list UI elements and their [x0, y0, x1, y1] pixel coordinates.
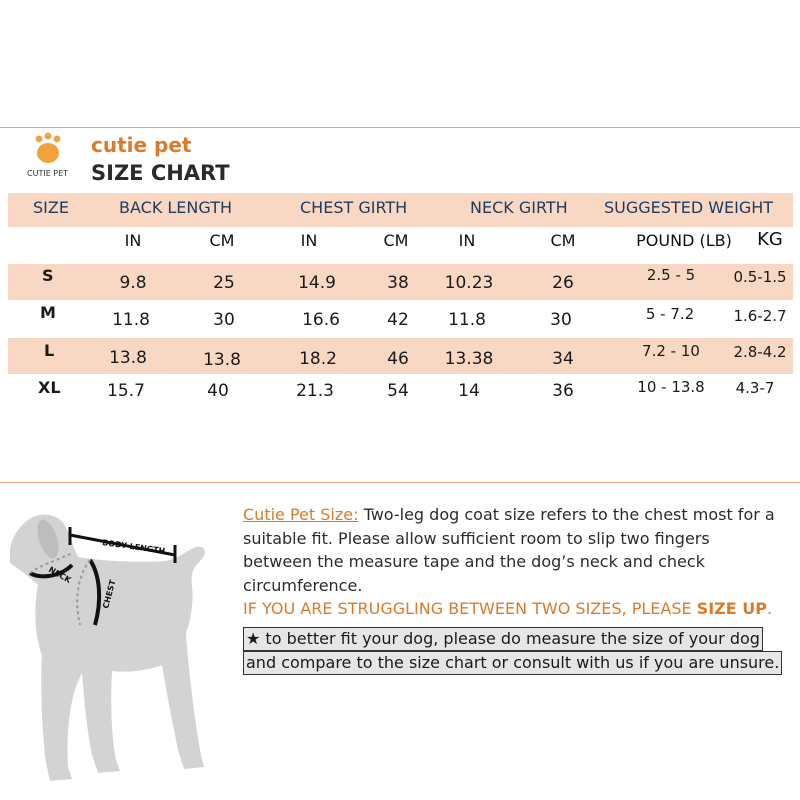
info-text: Two-leg dog coat size refers to the chest most for a suitable fit. Please allow sufficient room to slip two fingers between the measure tape and the dog’s neck and check circumference. — [243, 505, 775, 595]
table-cell: 1.6-2.7 — [733, 307, 787, 325]
header-chest-girth: CHEST GIRTH — [300, 198, 408, 217]
table-cell: 14.9 — [298, 273, 336, 293]
table-cell: 26 — [552, 273, 574, 293]
table-cell: 10 - 13.8 — [637, 378, 705, 396]
header-size: SIZE — [33, 198, 69, 217]
table-cell: 36 — [552, 381, 574, 401]
middle-divider — [0, 482, 800, 483]
table-cell: 5 - 7.2 — [645, 305, 695, 323]
table-cell: 15.7 — [107, 381, 145, 401]
unit-kg: KG — [757, 229, 783, 250]
size-info-paragraph — [243, 503, 783, 621]
diagram-label-neck: NECK — [47, 564, 73, 585]
table-cell: 10.23 — [444, 273, 494, 293]
unit-chest-in: IN — [300, 231, 318, 250]
table-cell: 40 — [207, 381, 229, 401]
table-cell: 42 — [387, 310, 409, 330]
logo-text: CUTIE PET — [27, 169, 69, 178]
unit-neck-cm: CM — [550, 231, 576, 250]
table-cell: 9.8 — [119, 273, 147, 293]
table-cell: 30 — [213, 310, 235, 330]
header-back-length: BACK LENGTH — [119, 198, 233, 217]
table-cell: 13.38 — [444, 349, 494, 369]
table-cell: 11.8 — [448, 310, 486, 330]
header-suggested-weight: SUGGESTED WEIGHT — [604, 198, 774, 217]
dog-measurement-diagram — [0, 505, 215, 800]
unit-back-in: IN — [124, 231, 142, 250]
unit-chest-cm: CM — [383, 231, 409, 250]
header-neck-girth: NECK GIRTH — [470, 198, 568, 217]
info-label: Cutie Pet Size: — [243, 505, 359, 524]
page-title: SIZE CHART — [91, 161, 230, 185]
table-cell: 38 — [387, 273, 409, 293]
size-label: XL — [38, 378, 61, 397]
paw-logo-icon — [30, 131, 66, 167]
tip-line-2: and compare to the size chart or consult with us if you are unsure. — [243, 651, 782, 675]
size-label: S — [42, 266, 54, 285]
top-divider — [0, 127, 800, 128]
size-up-emphasis: SIZE UP — [696, 599, 767, 618]
unit-back-cm: CM — [209, 231, 235, 250]
table-cell: 11.8 — [112, 310, 150, 330]
table-cell: 2.5 - 5 — [646, 266, 696, 284]
table-cell: 0.5-1.5 — [733, 268, 787, 286]
table-cell: 13.8 — [203, 350, 241, 370]
table-cell: 4.3-7 — [735, 379, 775, 397]
table-cell: 34 — [552, 349, 574, 369]
table-cell: 2.8-4.2 — [733, 343, 787, 361]
size-up-warning: IF YOU ARE STRUGGLING BETWEEN TWO SIZES, PLEASE SIZE UP. — [243, 599, 773, 618]
table-cell: 21.3 — [296, 381, 334, 401]
table-cell: 25 — [213, 273, 235, 293]
unit-pound: POUND (LB) — [636, 231, 732, 250]
unit-neck-in: IN — [458, 231, 476, 250]
table-cell: 16.6 — [302, 310, 340, 330]
diagram-label-chest: CHEST — [101, 578, 118, 610]
table-cell: 18.2 — [299, 349, 337, 369]
table-cell: 54 — [387, 381, 409, 401]
size-label: L — [44, 341, 55, 360]
table-cell: 46 — [387, 349, 409, 369]
diagram-label-body-length: BODY LENGTH — [101, 538, 166, 556]
brand-name: cutie pet — [91, 133, 192, 157]
tip-line-1: ★ to better fit your dog, please do measure the size of your dog — [243, 627, 763, 651]
table-cell: 13.8 — [109, 348, 147, 368]
table-cell: 7.2 - 10 — [642, 342, 700, 360]
table-cell: 30 — [550, 310, 572, 330]
table-cell: 14 — [458, 381, 480, 401]
size-label: M — [40, 303, 56, 322]
